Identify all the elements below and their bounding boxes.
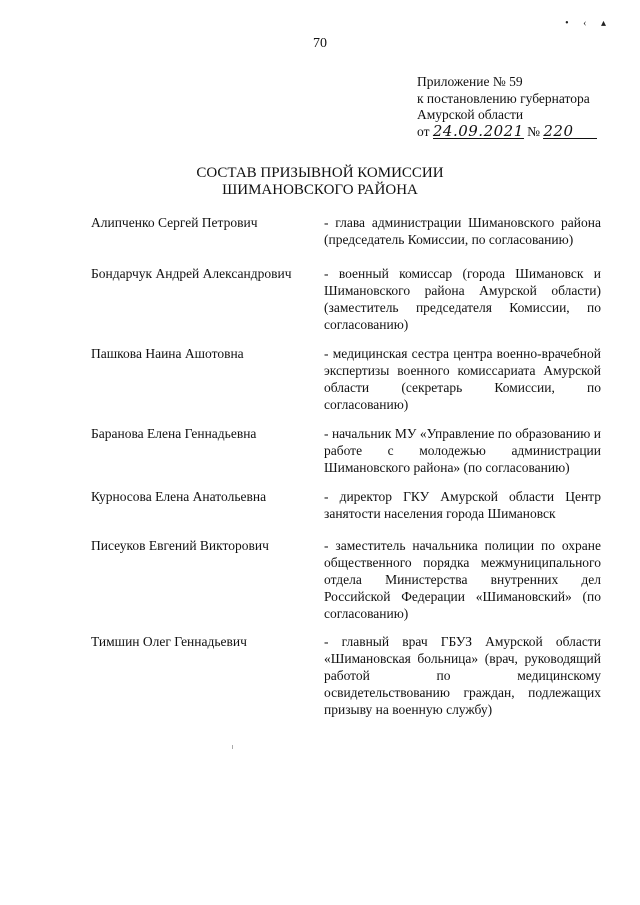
title-line-1: СОСТАВ ПРИЗЫВНОЙ КОМИССИИ	[196, 165, 444, 181]
handwritten-date: 24.09.2021	[432, 121, 524, 140]
document-title	[0, 165, 640, 199]
member-name: Тимшин Олег Геннадьевич	[91, 634, 247, 649]
member-name: Алипченко Сергей Петрович	[91, 215, 258, 230]
member-role: - заместитель начальника полиции по охране общественного порядка межмуниципального отдела Министерства внутренних дел Российской Федерации «Шимановский» (по согласованию)	[324, 538, 601, 621]
number-label: №	[527, 123, 541, 139]
title-line-2: ШИМАНОВСКОГО РАЙОНА	[222, 182, 418, 198]
member-role: - медицинская сестра центра военно-врачебной экспертизы военного комиссариата Амурской области (секретарь Комиссии, по согласованию)	[324, 346, 601, 412]
appendix-block	[417, 74, 597, 140]
page-number: 70	[313, 36, 327, 51]
appendix-date-line	[417, 121, 597, 141]
handwritten-number: 220	[543, 124, 597, 139]
scan-artifact	[232, 745, 233, 749]
from-label: от	[417, 123, 430, 139]
member-name: Баранова Елена Геннадьевна	[91, 426, 257, 441]
member-role: - глава администрации Шимановского района (председатель Комиссии, по согласованию)	[324, 215, 601, 247]
appendix-reference: к постановлению губернатора	[417, 90, 590, 106]
member-name: Писеуков Евгений Викторович	[91, 538, 269, 553]
appendix-title: Приложение № 59	[417, 74, 523, 89]
member-name: Бондарчук Андрей Александрович	[91, 266, 292, 281]
member-name: Курносова Елена Анатольевна	[91, 489, 267, 504]
member-role: - директор ГКУ Амурской области Центр занятости населения города Шимановск	[324, 489, 601, 521]
appendix-region: Амурской области	[417, 107, 524, 122]
member-role: - военный комиссар (города Шимановск и Шимановского района Амурской области) (заместитель председателя Комиссии, по согласованию)	[324, 266, 601, 332]
member-role: - начальник МУ «Управление по образованию и работе с молодежью администрации Шимановского района» (по согласованию)	[324, 426, 601, 475]
member-name: Пашкова Наина Ашотовна	[91, 346, 244, 361]
corner-marks: • ‹ ▴	[565, 18, 612, 29]
member-role: - главный врач ГБУЗ Амурской области «Шимановская больница» (врач, руководящий работой по медицинскому освидетельствованию граждан, подлежащих призыву на военную службу)	[324, 634, 601, 717]
